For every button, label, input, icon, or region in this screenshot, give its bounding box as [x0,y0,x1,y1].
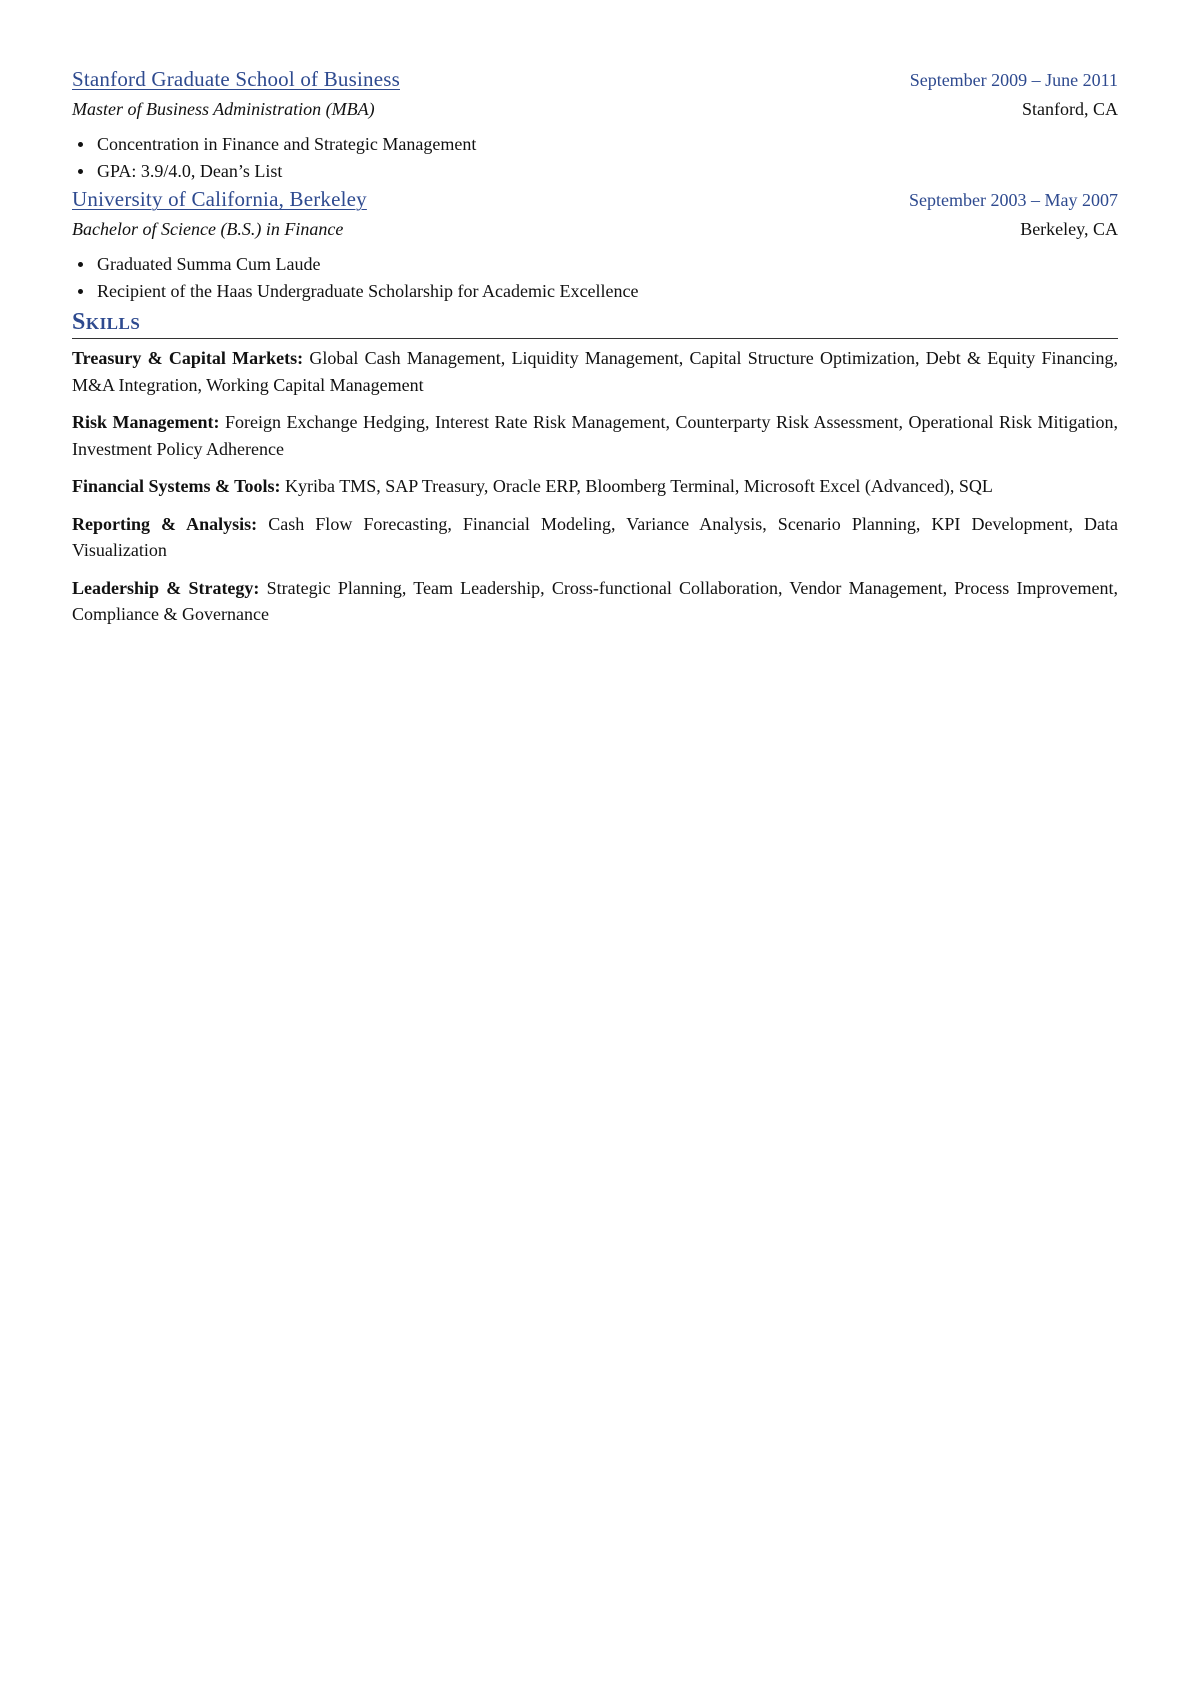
skill-category-label: Leadership & Strategy: [72,577,260,598]
skill-category-text: Kyriba TMS, SAP Treasury, Oracle ERP, Bloomberg Terminal, Microsoft Excel (Advanced), SQL [285,476,993,496]
education-bullet-list [72,251,1118,304]
education-subheader-row [72,95,1118,123]
education-entry-stanford [72,64,1118,184]
bullet-text: Concentration in Finance and Strategic Management [97,134,477,154]
skill-category-label: Treasury & Capital Markets: [72,348,304,368]
education-dates: September 2003 – May 2007 [909,190,1118,210]
list-item [72,251,1118,278]
list-item [72,278,1118,305]
skill-category-text: Strategic Planning, Team Leadership, Cross-functional Collaboration, Vendor Management, Process Improvement, Compliance & Governance [72,577,1118,624]
education-subheader-row [72,215,1118,243]
school-name-link[interactable]: Stanford Graduate School of Business [72,67,400,91]
education-location: Stanford, CA [1022,99,1118,119]
degree-title: Master of Business Administration (MBA) [72,99,375,119]
education-header-row [72,184,1118,215]
education-bullet-list [72,131,1118,184]
bullet-icon [78,262,83,267]
bullet-icon [78,289,83,294]
education-dates: September 2009 – June 2011 [909,70,1118,90]
education-entry-berkeley [72,184,1118,304]
skill-item [72,575,1118,628]
bullet-text: Graduated Summa Cum Laude [97,254,321,274]
skill-item [72,473,1118,500]
skills-list [72,345,1118,628]
skill-category-text: Global Cash Management, Liquidity Management, Capital Structure Optimization, Debt & Equity Financing, M&A Integration, Working Capital Management [72,348,1118,395]
skill-category-label: Reporting & Analysis: [72,513,258,534]
skill-item [72,345,1118,398]
list-item [72,158,1118,185]
bullet-icon [78,169,83,174]
bullet-text: Recipient of the Haas Undergraduate Scholarship for Academic Excellence [97,280,639,301]
skill-category-label: Financial Systems & Tools: [72,476,281,496]
skill-item [72,409,1118,462]
skill-item [72,511,1118,564]
skill-category-text: Cash Flow Forecasting, Financial Modeling, Variance Analysis, Scenario Planning, KPI Development, Data Visualization [72,513,1119,560]
list-item [72,131,1118,158]
bullet-icon [78,142,83,147]
section-title-skills: Skills [72,306,1118,339]
skill-category-label: Risk Management: [72,412,220,432]
education-location: Berkeley, CA [1020,219,1118,239]
education-header-row [72,64,1118,95]
bullet-text: GPA: 3.9/4.0, Dean’s List [97,160,283,181]
degree-title: Bachelor of Science (B.S.) in Finance [72,219,344,239]
school-name-link[interactable]: University of California, Berkeley [72,187,367,211]
skill-category-text: Foreign Exchange Hedging, Interest Rate Risk Management, Counterparty Risk Assessment, Operational Risk Mitigation, Investment Policy Adherence [72,412,1118,459]
resume-page [72,64,1118,639]
